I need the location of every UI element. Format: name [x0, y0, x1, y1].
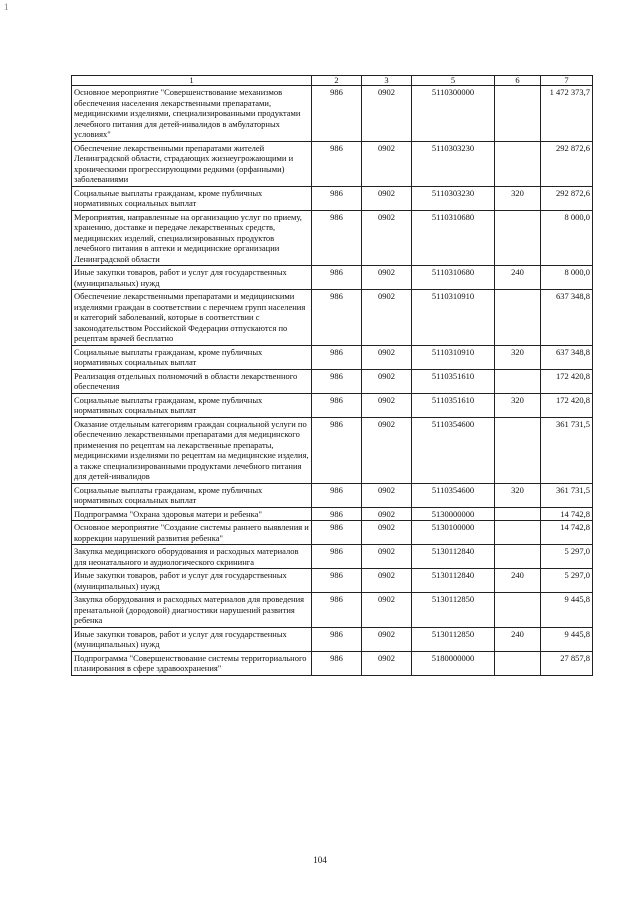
- expense-type-cell: [495, 210, 541, 266]
- name-cell: Основное мероприятие "Создание системы раннего выявления и коррекции нарушений развития ребенка": [72, 521, 312, 545]
- table-row: [72, 483, 593, 507]
- section-cell: 0902: [362, 345, 412, 369]
- table-row: [72, 507, 593, 521]
- amount-cell: 292 872,6: [541, 186, 593, 210]
- code-cell: 986: [312, 290, 362, 346]
- column-header: 5: [412, 76, 495, 86]
- section-cell: 0902: [362, 266, 412, 290]
- name-cell: Иные закупки товаров, работ и услуг для государственных (муниципальных) нужд: [72, 266, 312, 290]
- amount-cell: 637 348,8: [541, 290, 593, 346]
- section-cell: 0902: [362, 545, 412, 569]
- target-article-cell: 5110310680: [412, 266, 495, 290]
- expense-type-cell: [495, 521, 541, 545]
- page-number: 104: [313, 855, 327, 865]
- expense-type-cell: [495, 86, 541, 142]
- code-cell: 986: [312, 186, 362, 210]
- name-cell: Обеспечение лекарственными препаратами и медицинскими изделиями граждан в соответствии с перечнем групп населения и категорий заболеваний, которые в соответствии с законодательством Российской Федерации отпускаются по рецептам врачей бесплатно: [72, 290, 312, 346]
- target-article-cell: 5130112850: [412, 627, 495, 651]
- column-header: 7: [541, 76, 593, 86]
- table-row: [72, 86, 593, 142]
- name-cell: Социальные выплаты гражданам, кроме публичных нормативных социальных выплат: [72, 483, 312, 507]
- table-row: [72, 210, 593, 266]
- column-header: 2: [312, 76, 362, 86]
- amount-cell: 14 742,8: [541, 507, 593, 521]
- target-article-cell: 5130100000: [412, 521, 495, 545]
- expense-type-cell: 320: [495, 393, 541, 417]
- expense-type-cell: [495, 545, 541, 569]
- table-row: [72, 569, 593, 593]
- column-header: 6: [495, 76, 541, 86]
- name-cell: Основное мероприятие "Совершенствование механизмов обеспечения населения лекарственными препаратами, медицинскими изделиями, специализированными продуктами лечебного питания для детей-инвалидов в амбулаторных условиях": [72, 86, 312, 142]
- target-article-cell: 5110303230: [412, 141, 495, 186]
- section-cell: 0902: [362, 417, 412, 483]
- budget-table: [71, 75, 593, 676]
- code-cell: 986: [312, 627, 362, 651]
- table-row: [72, 651, 593, 675]
- section-cell: 0902: [362, 290, 412, 346]
- name-cell: Подпрограмма "Охрана здоровья матери и ребенка": [72, 507, 312, 521]
- target-article-cell: 5110303230: [412, 186, 495, 210]
- amount-cell: 27 857,8: [541, 651, 593, 675]
- table-row: [72, 593, 593, 628]
- target-article-cell: 5110300000: [412, 86, 495, 142]
- expense-type-cell: 240: [495, 569, 541, 593]
- name-cell: Закупка оборудования и расходных материалов для проведения пренатальной (дородовой) диагностики нарушений развития ребенка: [72, 593, 312, 628]
- code-cell: 986: [312, 393, 362, 417]
- amount-cell: 292 872,6: [541, 141, 593, 186]
- code-cell: 986: [312, 266, 362, 290]
- name-cell: Обеспечение лекарственными препаратами жителей Ленинградской области, страдающих жизнеугрожающими и хроническими прогрессирующими редкими (орфанными) заболеваниями: [72, 141, 312, 186]
- section-cell: 0902: [362, 210, 412, 266]
- table-body: [72, 86, 593, 676]
- table-row: [72, 266, 593, 290]
- amount-cell: 5 297,0: [541, 569, 593, 593]
- code-cell: 986: [312, 86, 362, 142]
- table-row: [72, 141, 593, 186]
- section-cell: 0902: [362, 186, 412, 210]
- name-cell: Социальные выплаты гражданам, кроме публичных нормативных социальных выплат: [72, 393, 312, 417]
- table-row: [72, 186, 593, 210]
- table-row: [72, 393, 593, 417]
- section-cell: 0902: [362, 507, 412, 521]
- expense-type-cell: [495, 290, 541, 346]
- expense-type-cell: [495, 141, 541, 186]
- name-cell: Мероприятия, направленные на организацию услуг по приему, хранению, доставке и передаче лекарственных средств, медицинских изделий, специализированных продуктов лечебного питания в аптеки и медицинские организации Ленинградской области: [72, 210, 312, 266]
- target-article-cell: 5180000000: [412, 651, 495, 675]
- header-row: [72, 76, 593, 86]
- section-cell: 0902: [362, 141, 412, 186]
- amount-cell: 172 420,8: [541, 393, 593, 417]
- amount-cell: 361 731,5: [541, 483, 593, 507]
- name-cell: Иные закупки товаров, работ и услуг для государственных (муниципальных) нужд: [72, 569, 312, 593]
- table-row: [72, 545, 593, 569]
- amount-cell: 9 445,8: [541, 593, 593, 628]
- name-cell: Подпрограмма "Совершенствование системы территориального планирования в сфере здравоохранения": [72, 651, 312, 675]
- section-cell: 0902: [362, 651, 412, 675]
- target-article-cell: 5110354600: [412, 417, 495, 483]
- name-cell: Закупка медицинского оборудования и расходных материалов для неонатального и аудиологического скрининга: [72, 545, 312, 569]
- expense-type-cell: [495, 651, 541, 675]
- expense-type-cell: [495, 593, 541, 628]
- section-cell: 0902: [362, 369, 412, 393]
- section-cell: 0902: [362, 393, 412, 417]
- section-cell: 0902: [362, 593, 412, 628]
- expense-type-cell: [495, 507, 541, 521]
- table-row: [72, 345, 593, 369]
- amount-cell: 8 000,0: [541, 266, 593, 290]
- code-cell: 986: [312, 417, 362, 483]
- table-row: [72, 290, 593, 346]
- code-cell: 986: [312, 521, 362, 545]
- amount-cell: 14 742,8: [541, 521, 593, 545]
- target-article-cell: 5130112850: [412, 593, 495, 628]
- page-corner-mark: 1: [4, 2, 9, 12]
- target-article-cell: 5110354600: [412, 483, 495, 507]
- target-article-cell: 5110310680: [412, 210, 495, 266]
- column-header: 1: [72, 76, 312, 86]
- name-cell: Иные закупки товаров, работ и услуг для государственных (муниципальных) нужд: [72, 627, 312, 651]
- code-cell: 986: [312, 141, 362, 186]
- expense-type-cell: [495, 417, 541, 483]
- code-cell: 986: [312, 369, 362, 393]
- table-row: [72, 369, 593, 393]
- target-article-cell: 5130000000: [412, 507, 495, 521]
- code-cell: 986: [312, 569, 362, 593]
- amount-cell: 8 000,0: [541, 210, 593, 266]
- expense-type-cell: 320: [495, 186, 541, 210]
- section-cell: 0902: [362, 569, 412, 593]
- code-cell: 986: [312, 545, 362, 569]
- code-cell: 986: [312, 651, 362, 675]
- table-row: [72, 627, 593, 651]
- table-row: [72, 521, 593, 545]
- section-cell: 0902: [362, 521, 412, 545]
- section-cell: 0902: [362, 627, 412, 651]
- amount-cell: 5 297,0: [541, 545, 593, 569]
- amount-cell: 172 420,8: [541, 369, 593, 393]
- amount-cell: 361 731,5: [541, 417, 593, 483]
- expense-type-cell: 240: [495, 266, 541, 290]
- name-cell: Реализация отдельных полномочий в области лекарственного обеспечения: [72, 369, 312, 393]
- target-article-cell: 5130112840: [412, 569, 495, 593]
- amount-cell: 1 472 373,7: [541, 86, 593, 142]
- target-article-cell: 5110351610: [412, 393, 495, 417]
- code-cell: 986: [312, 507, 362, 521]
- target-article-cell: 5110310910: [412, 290, 495, 346]
- target-article-cell: 5110310910: [412, 345, 495, 369]
- table-row: [72, 417, 593, 483]
- column-header: 3: [362, 76, 412, 86]
- section-cell: 0902: [362, 86, 412, 142]
- expense-type-cell: 320: [495, 345, 541, 369]
- target-article-cell: 5130112840: [412, 545, 495, 569]
- amount-cell: 9 445,8: [541, 627, 593, 651]
- amount-cell: 637 348,8: [541, 345, 593, 369]
- expense-type-cell: 240: [495, 627, 541, 651]
- expense-type-cell: 320: [495, 483, 541, 507]
- name-cell: Социальные выплаты гражданам, кроме публичных нормативных социальных выплат: [72, 345, 312, 369]
- section-cell: 0902: [362, 483, 412, 507]
- code-cell: 986: [312, 593, 362, 628]
- code-cell: 986: [312, 210, 362, 266]
- expense-type-cell: [495, 369, 541, 393]
- target-article-cell: 5110351610: [412, 369, 495, 393]
- name-cell: Оказание отдельным категориям граждан социальной услуги по обеспечению лекарственными препаратами для медицинского применения по рецептам на лекарственные препараты, медицинскими изделиями по рецептам на медицинские изделия, а также специализированными продуктами лечебного питания для детей-инвалидов: [72, 417, 312, 483]
- code-cell: 986: [312, 345, 362, 369]
- name-cell: Социальные выплаты гражданам, кроме публичных нормативных социальных выплат: [72, 186, 312, 210]
- code-cell: 986: [312, 483, 362, 507]
